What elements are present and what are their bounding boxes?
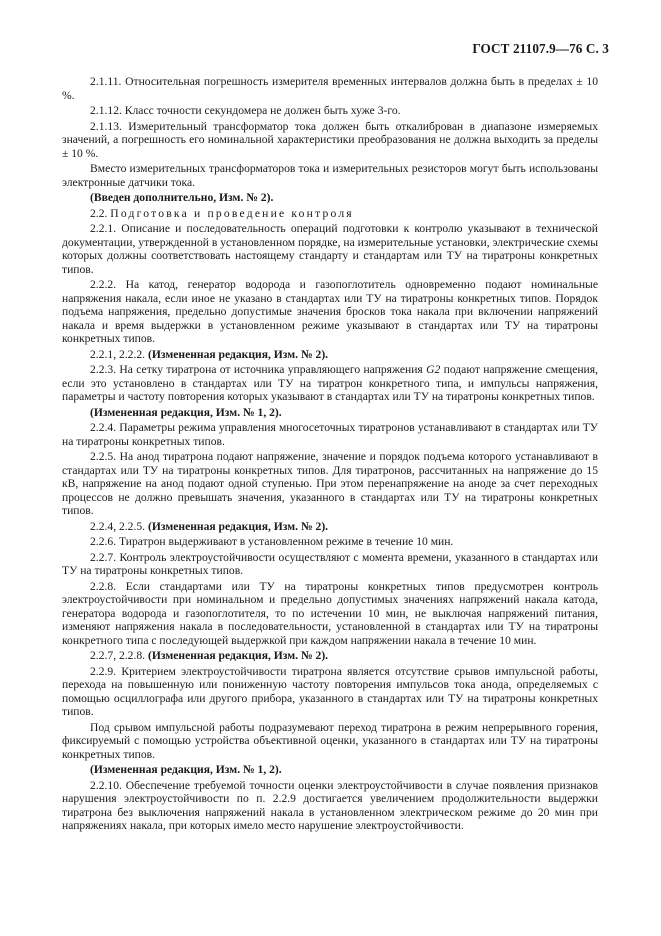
clause-2-2-5: 2.2.5. На анод тиратрона подают напряжение, значение и порядок подъема которого устанавливают в стандартах или ТУ на тиратроны конкретных типов. Для тиратронов, рассчитанных на напряжение до 15 кВ, напряжение на анод подают одной ступенью. При этом перенапряжение на аноде за счет переходных процессов не должно превышать значения, указанного в стандартах или ТУ на тиратроны конкретных типов. — [62, 450, 598, 517]
amendment-text: (Измененная редакция, Изм. № 2). — [147, 649, 329, 662]
clause-2-2-6: 2.2.6. Тиратрон выдерживают в установленном режиме в течение 10 мин. — [90, 535, 454, 548]
clause-2-2-1: 2.2.1. Описание и последовательность операций подготовки к контролю указывают в технической документации, утвержденной в установленном порядке, на измерительные установки, электрические схемы которых должны соответствовать настоящему стандарту и стандартам или ТУ на тиратроны конкретных типов. — [62, 222, 598, 276]
clause-2-2-9: 2.2.9. Критерием электроустойчивости тиратрона является отсутствие срывов импульсной работы, перехода на повышенную или пониженную частоту повторения импульсов тока анода, определяемых с помощью осциллографа или другого прибора, указанного в стандартах или ТУ на тиратроны конкретных типов. — [62, 664, 598, 718]
amendment-note — [62, 348, 598, 362]
amendment-note — [62, 649, 598, 663]
clause-2-2-4: 2.2.4. Параметры режима управления многосеточных тиратронов устанавливают в стандартах или ТУ на тиратроны конкретных типов. — [62, 421, 598, 448]
amendment-note — [62, 520, 598, 534]
clause-2-1-13: 2.1.13. Измерительный трансформатор тока должен быть откалиброван в диапазоне измеряемых значений, а погрешность его номинальной характеристики преобразования не должна выходить за пределы ± 10 %. — [62, 119, 598, 160]
clause-2-2-7: 2.2.7. Контроль электроустойчивости осуществляют с момента времени, указанного в стандартах или ТУ на тиратроны конкретных типов. — [62, 550, 598, 577]
clause-text: 2.2.3. На сетку тиратрона от источника управляющего напряжения — [90, 363, 423, 376]
paragraph-pulse-failure: Под срывом импульсной работы подразумевают переход тиратрона в режим непрерывного горения, фиксируемый с помощью устройства объективной оценки, указанного в стандартах или ТУ на тиратроны конкретных типов. — [62, 720, 598, 761]
clause-reference: 2.2.7, 2.2.8. — [90, 649, 146, 662]
clause-2-2-3 — [62, 363, 598, 404]
section-number: 2.2. — [90, 206, 108, 220]
amendment-note: (Введен дополнительно, Изм. № 2). — [90, 191, 274, 204]
section-heading-2-2 — [62, 207, 598, 221]
amendment-note: (Измененная редакция, Изм. № 1, 2). — [90, 763, 282, 776]
amendment-note: (Измененная редакция, Изм. № 1, 2). — [90, 405, 282, 419]
document-body — [62, 75, 598, 835]
grid-symbol: G2 — [426, 363, 441, 376]
clause-reference: 2.2.4, 2.2.5. — [90, 519, 146, 533]
clause-2-1-12: 2.1.12. Класс точности секундомера не должен быть хуже 3-го. — [90, 104, 401, 117]
paragraph-current-sensors: Вместо измерительных трансформаторов тока и измерительных резисторов могут быть использованы электронные датчики тока. — [62, 162, 598, 189]
clause-2-1-11: 2.1.11. Относительная погрешность измерителя временных интервалов должна быть в пределах ± 10 %. — [62, 75, 598, 102]
amendment-text: (Измененная редакция, Изм. № 2). — [147, 347, 329, 361]
clause-2-2-10: 2.2.10. Обеспечение требуемой точности оценки электроустойчивости в случае появления признаков нарушения электроустойчивости по п. 2.2.9 достигается увеличением продолжительности выдержки тиратрона без выключения напряжений накала в установленном электрическом режиме до 20 мин при напряжениях накала, при которых имело место нарушение электроустойчивости. — [62, 778, 598, 832]
section-title: Подготовка и проведение контроля — [110, 206, 354, 220]
clause-2-2-8: 2.2.8. Если стандартами или ТУ на тиратроны конкретных типов предусмотрен контроль электроустойчивости при номинальном и предельно допустимых значениях напряжений накала катода, генератора водорода и газопоглотителя, то по истечении 10 мин, не выключая напряжений питания, изменяют напряжения накала в последовательности, установленной в стандартах или ТУ на тиратроны конкретного типа с последующей выдержкой при каждом напряжении накала в течение 10 мин. — [62, 579, 598, 647]
clause-text: подают напряжение смещения, если это установлено в стандартах или ТУ на тиратрон конкретного типа, и импульсы напряжения, параметры и частоту повторения которых указывают в стандартах или ТУ на тиратроны конкретных типов. — [62, 363, 598, 403]
clause-2-2-2: 2.2.2. На катод, генератор водорода и газопоглотитель одновременно подают номинальные напряжения накала, если иное не указано в стандартах или ТУ на тиратроны конкретных типов. Порядок подъема напряжения, предельно допустимые значения бросков тока накала при включении напряжений накала и время выдержки в установленном режиме указывают в стандартах или ТУ на тиратроны конкретных типов. — [62, 278, 598, 345]
clause-reference: 2.2.1, 2.2.2. — [90, 347, 146, 361]
amendment-text: (Измененная редакция, Изм. № 2). — [147, 519, 329, 533]
page-header: ГОСТ 21107.9—76 С. 3 — [472, 41, 609, 56]
